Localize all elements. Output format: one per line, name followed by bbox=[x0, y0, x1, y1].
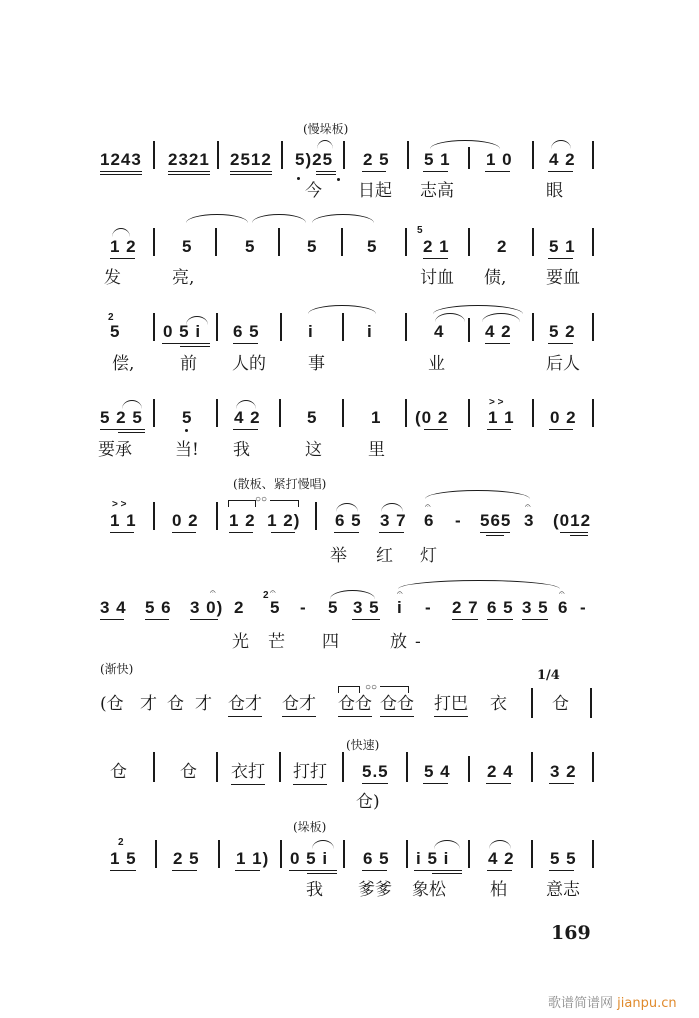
note-group: 3 2 bbox=[550, 762, 577, 781]
lyric: 人的 bbox=[232, 354, 266, 374]
tempo-annotation: (慢垛板) bbox=[303, 122, 349, 136]
barline bbox=[592, 752, 594, 782]
barline bbox=[280, 313, 282, 341]
lyric: 要血 bbox=[546, 268, 580, 288]
percussion-syllable: 才 bbox=[195, 694, 212, 714]
barline bbox=[279, 752, 281, 782]
lyric: 象松 bbox=[412, 880, 446, 900]
bracket bbox=[380, 686, 409, 693]
note-group: 5)25 bbox=[295, 150, 334, 169]
lyric: 意志 bbox=[546, 880, 580, 900]
slur bbox=[252, 214, 306, 223]
lyric: 灯 bbox=[420, 546, 437, 566]
percussion-syllable: 仓 bbox=[110, 762, 127, 782]
bracket bbox=[270, 500, 299, 507]
dash: - bbox=[425, 598, 432, 617]
note-group: 6 5 bbox=[487, 598, 514, 617]
mark-dot bbox=[337, 178, 340, 181]
underline bbox=[522, 619, 548, 620]
underline bbox=[145, 619, 169, 620]
barline bbox=[468, 399, 470, 427]
barline bbox=[216, 399, 218, 427]
barline bbox=[153, 399, 155, 427]
note-group: 3 4 bbox=[100, 598, 127, 617]
underline bbox=[230, 174, 272, 175]
fermata-icon: 𝄐 bbox=[525, 501, 531, 512]
underline bbox=[100, 171, 142, 172]
lyric: 志高 bbox=[420, 181, 454, 201]
percussion-syllable: 打打 bbox=[293, 762, 327, 782]
note-group: 4 2 bbox=[488, 849, 515, 868]
lyric: 四 bbox=[322, 632, 339, 652]
note-group: 3 5 bbox=[522, 598, 549, 617]
note: i bbox=[397, 598, 403, 617]
barline bbox=[468, 840, 470, 868]
underline bbox=[423, 171, 448, 172]
underline bbox=[233, 429, 258, 430]
lyric: 业 bbox=[428, 354, 445, 374]
fermata-icon: 𝄐 bbox=[397, 588, 403, 599]
barline bbox=[407, 141, 409, 169]
note: 5 bbox=[367, 237, 378, 256]
barline bbox=[280, 840, 282, 868]
note-group: 4 2 bbox=[234, 408, 261, 427]
note-group: 3 7 bbox=[380, 511, 407, 530]
underline bbox=[172, 870, 197, 871]
underline bbox=[548, 258, 573, 259]
barline bbox=[341, 228, 343, 256]
note-group: 1 5 bbox=[110, 849, 137, 868]
note: 5 bbox=[307, 237, 318, 256]
lyric: 光 bbox=[232, 632, 249, 652]
barline bbox=[592, 399, 594, 427]
underline bbox=[452, 619, 478, 620]
slur bbox=[312, 214, 374, 223]
note: 5 bbox=[182, 237, 193, 256]
underline bbox=[293, 784, 327, 785]
watermark-en: jianpu.cn bbox=[617, 996, 677, 1011]
slur bbox=[317, 140, 333, 149]
note-group: 4 2 bbox=[485, 322, 512, 341]
underline bbox=[289, 870, 337, 871]
barline bbox=[405, 228, 407, 256]
underline bbox=[168, 171, 210, 172]
grace-note: 2 bbox=[118, 837, 124, 848]
note-group: 3 0) bbox=[190, 598, 224, 617]
underline bbox=[110, 532, 134, 533]
note-group: 2 4 bbox=[487, 762, 514, 781]
note: 4 bbox=[434, 322, 445, 341]
barline bbox=[531, 840, 533, 868]
note-group: (012 bbox=[553, 511, 592, 530]
lyric: - bbox=[415, 632, 421, 652]
barline bbox=[405, 313, 407, 341]
note: i bbox=[308, 322, 314, 341]
barline bbox=[532, 399, 534, 427]
underline bbox=[190, 619, 218, 620]
underline bbox=[480, 532, 510, 533]
barline bbox=[153, 752, 155, 782]
lyric: 发 bbox=[104, 268, 121, 288]
underline bbox=[570, 535, 588, 536]
dash: - bbox=[455, 511, 462, 530]
underline bbox=[487, 870, 512, 871]
low-octave-dot bbox=[185, 429, 188, 432]
note-group: 3 5 bbox=[353, 598, 380, 617]
grace-note: 2 bbox=[263, 590, 269, 601]
slur bbox=[434, 840, 460, 849]
note: i bbox=[367, 322, 373, 341]
note-group: 5.5 bbox=[362, 762, 389, 781]
percussion-syllable: 仓仓 bbox=[380, 694, 414, 714]
underline bbox=[100, 619, 124, 620]
barline bbox=[153, 228, 155, 256]
note-group: 5 2 5 bbox=[100, 408, 143, 427]
barline bbox=[155, 840, 157, 868]
note-group: 5 2 bbox=[549, 322, 576, 341]
underline bbox=[487, 619, 513, 620]
underline bbox=[362, 870, 387, 871]
note-group: 1 1 bbox=[110, 511, 137, 530]
note-group: 5 5 bbox=[550, 849, 577, 868]
underline bbox=[100, 429, 145, 430]
note-group: 1 2 1 2) bbox=[229, 511, 301, 530]
note-group: 6 5 bbox=[233, 322, 260, 341]
barline bbox=[592, 141, 594, 169]
lyric: 当! bbox=[175, 440, 199, 460]
underline bbox=[549, 783, 574, 784]
underline bbox=[560, 532, 588, 533]
underline bbox=[316, 174, 336, 175]
barline bbox=[342, 399, 344, 427]
note: 3 bbox=[524, 511, 535, 530]
lyric: 偿, bbox=[112, 354, 135, 374]
note-group: 1 2 bbox=[110, 237, 137, 256]
slur bbox=[425, 490, 530, 499]
lyric: 柏 bbox=[490, 880, 507, 900]
ring-marks: ○○ bbox=[255, 494, 268, 505]
barline bbox=[468, 756, 470, 782]
underline bbox=[334, 532, 359, 533]
slur bbox=[186, 214, 248, 223]
note-group: 5 1 bbox=[424, 150, 451, 169]
accent-marks: > > bbox=[489, 397, 504, 408]
lyric: 日起 bbox=[358, 181, 392, 201]
barline bbox=[532, 141, 534, 169]
note-group: 2 5 bbox=[363, 150, 390, 169]
underline bbox=[316, 171, 336, 172]
note: 6 bbox=[558, 598, 569, 617]
lyric: 亮, bbox=[172, 268, 195, 288]
underline bbox=[230, 171, 272, 172]
barline bbox=[343, 840, 345, 868]
barline bbox=[590, 688, 592, 718]
note: 2 bbox=[234, 598, 245, 617]
page-number: 169 bbox=[551, 922, 591, 944]
note: 5 bbox=[110, 322, 121, 341]
barline bbox=[153, 313, 155, 341]
lyric: 这 bbox=[305, 440, 322, 460]
underline bbox=[307, 873, 337, 874]
barline bbox=[405, 399, 407, 427]
time-signature: 1/4 bbox=[537, 668, 560, 683]
barline bbox=[153, 502, 155, 530]
note-group: 1 1) bbox=[236, 849, 270, 868]
underline bbox=[110, 870, 136, 871]
lyric: 事 bbox=[308, 354, 325, 374]
barline bbox=[216, 502, 218, 530]
note-group: 0 5 i bbox=[290, 849, 329, 868]
underline bbox=[362, 783, 388, 784]
dash: - bbox=[300, 598, 307, 617]
note: 6 bbox=[424, 511, 435, 530]
barline bbox=[406, 840, 408, 868]
note: 5 bbox=[182, 408, 193, 427]
underline bbox=[548, 171, 573, 172]
note-group: 4 2 bbox=[549, 150, 576, 169]
underline bbox=[549, 429, 573, 430]
lyric: 前 bbox=[180, 354, 197, 374]
slur bbox=[435, 313, 465, 322]
ring-marks: ○○ bbox=[365, 682, 378, 693]
underline bbox=[231, 784, 265, 785]
note: 5 bbox=[328, 598, 339, 617]
tempo-annotation: (散板、紧打慢唱) bbox=[233, 477, 327, 491]
percussion-syllable: 仓才 bbox=[228, 694, 262, 714]
underline bbox=[362, 171, 386, 172]
note: 5 bbox=[245, 237, 256, 256]
underline bbox=[423, 258, 448, 259]
underline bbox=[233, 343, 258, 344]
lyric: 债, bbox=[484, 268, 507, 288]
dash: - bbox=[580, 598, 587, 617]
note: 5 bbox=[270, 598, 281, 617]
note-group: (0 2 bbox=[415, 408, 449, 427]
fermata-icon: 𝄐 bbox=[425, 501, 431, 512]
percussion-syllable: 仓 bbox=[167, 694, 184, 714]
percussion-syllable: 打巴 bbox=[434, 694, 468, 714]
note-group: 0 5 i bbox=[163, 322, 202, 341]
slur bbox=[112, 228, 130, 237]
underline bbox=[229, 532, 253, 533]
percussion-syllable: 仓仓 bbox=[338, 694, 372, 714]
percussion-syllable: 衣打 bbox=[231, 762, 265, 782]
percussion-syllable: 才 bbox=[140, 694, 157, 714]
barline bbox=[532, 228, 534, 256]
note-group: 1 1 bbox=[488, 408, 515, 427]
lyric: 仓) bbox=[356, 792, 380, 812]
note: 2 bbox=[497, 237, 508, 256]
tempo-annotation: (渐快) bbox=[100, 662, 134, 676]
underline bbox=[486, 535, 504, 536]
accent-marks: > > bbox=[112, 499, 127, 510]
barline bbox=[406, 752, 408, 782]
slur bbox=[430, 140, 500, 149]
percussion-syllable: 仓 bbox=[180, 762, 197, 782]
fermata-icon: 𝄐 bbox=[210, 587, 216, 598]
underline bbox=[235, 870, 260, 871]
barline bbox=[468, 228, 470, 256]
fermata-icon: 𝄐 bbox=[559, 588, 565, 599]
underline bbox=[434, 716, 468, 717]
barline bbox=[342, 752, 344, 782]
underline bbox=[162, 343, 210, 344]
note-group: 2 1 bbox=[423, 237, 450, 256]
underline bbox=[549, 870, 574, 871]
watermark bbox=[548, 992, 677, 1011]
barline bbox=[343, 141, 345, 169]
barline bbox=[153, 141, 155, 169]
underline bbox=[414, 870, 462, 871]
note-group: 2 7 bbox=[452, 598, 479, 617]
barline bbox=[531, 752, 533, 782]
underline bbox=[271, 532, 295, 533]
lyric: 后人 bbox=[546, 354, 580, 374]
lyric: 放 bbox=[390, 632, 407, 652]
underline bbox=[118, 432, 145, 433]
barline bbox=[592, 840, 594, 868]
barline bbox=[216, 313, 218, 341]
lyric: 眼 bbox=[546, 181, 563, 201]
underline bbox=[486, 783, 511, 784]
lyric: 举 bbox=[330, 546, 347, 566]
note-group: 1 0 bbox=[486, 150, 513, 169]
barline bbox=[218, 840, 220, 868]
barline bbox=[215, 228, 217, 256]
lyric: 我 bbox=[233, 440, 250, 460]
underline bbox=[548, 343, 573, 344]
underline bbox=[168, 174, 210, 175]
barline bbox=[217, 141, 219, 169]
lyric: 要承 bbox=[98, 440, 132, 460]
underline bbox=[110, 258, 135, 259]
note: 1 bbox=[371, 408, 382, 427]
note-group: 6 5 bbox=[363, 849, 390, 868]
barline bbox=[592, 313, 594, 341]
lyric: 里 bbox=[368, 440, 385, 460]
watermark-cn: 歌谱简谱网 bbox=[548, 996, 614, 1011]
underline bbox=[172, 532, 196, 533]
note-group: 0 2 bbox=[550, 408, 577, 427]
slur bbox=[312, 840, 334, 849]
percussion-syllable: 仓才 bbox=[282, 694, 316, 714]
underline bbox=[352, 619, 380, 620]
underline bbox=[228, 716, 262, 717]
underline bbox=[485, 171, 510, 172]
barline bbox=[315, 502, 317, 530]
barline bbox=[216, 752, 218, 782]
slur bbox=[398, 580, 560, 589]
underline bbox=[379, 532, 404, 533]
grace-note: 2 bbox=[108, 312, 114, 323]
slur bbox=[482, 313, 520, 322]
barline bbox=[592, 228, 594, 256]
slur bbox=[489, 840, 511, 849]
barline bbox=[342, 313, 344, 341]
barline bbox=[468, 147, 470, 169]
note: 5 bbox=[307, 408, 318, 427]
lyric: 讨血 bbox=[420, 268, 454, 288]
underline bbox=[424, 429, 448, 430]
lyric: 芒 bbox=[268, 632, 285, 652]
note-group: 5 6 bbox=[145, 598, 172, 617]
tempo-annotation: (快速) bbox=[346, 738, 380, 752]
bracket bbox=[228, 500, 256, 507]
note-group: 5 4 bbox=[424, 762, 451, 781]
bracket bbox=[338, 686, 360, 693]
barline bbox=[468, 318, 470, 342]
underline bbox=[485, 343, 510, 344]
note-group: 5 1 bbox=[549, 237, 576, 256]
note-group: i 5 i bbox=[416, 849, 450, 868]
lyric: 爹爹 bbox=[358, 880, 392, 900]
grace-note: 5 bbox=[417, 225, 423, 236]
note-group: 1243 bbox=[100, 150, 142, 169]
barline bbox=[531, 688, 533, 718]
note-group: 2 5 bbox=[173, 849, 200, 868]
note-group: 0 2 bbox=[172, 511, 199, 530]
underline bbox=[432, 873, 462, 874]
barline bbox=[278, 228, 280, 256]
barline bbox=[532, 313, 534, 341]
percussion-syllable: 衣 bbox=[490, 694, 507, 714]
underline bbox=[100, 174, 142, 175]
percussion-syllable: 仓 bbox=[552, 694, 569, 714]
note-group: 2321 bbox=[168, 150, 210, 169]
barline bbox=[281, 141, 283, 169]
lyric: 今 bbox=[305, 181, 322, 201]
underline bbox=[380, 716, 414, 717]
note-group: 2512 bbox=[230, 150, 272, 169]
lyric: 红 bbox=[376, 546, 393, 566]
lyric: 我 bbox=[306, 880, 323, 900]
underline bbox=[487, 429, 511, 430]
barline bbox=[279, 399, 281, 427]
tempo-annotation: (垛板) bbox=[293, 820, 327, 834]
low-octave-dot bbox=[297, 177, 300, 180]
note-group: 565 bbox=[480, 511, 512, 530]
slur bbox=[551, 140, 571, 149]
underline bbox=[423, 783, 448, 784]
note-group: 6 5 bbox=[335, 511, 362, 530]
underline bbox=[338, 716, 372, 717]
percussion-syllable: (仓 bbox=[100, 694, 124, 714]
underline bbox=[282, 716, 316, 717]
fermata-icon: 𝄐 bbox=[270, 587, 276, 598]
underline bbox=[180, 346, 210, 347]
